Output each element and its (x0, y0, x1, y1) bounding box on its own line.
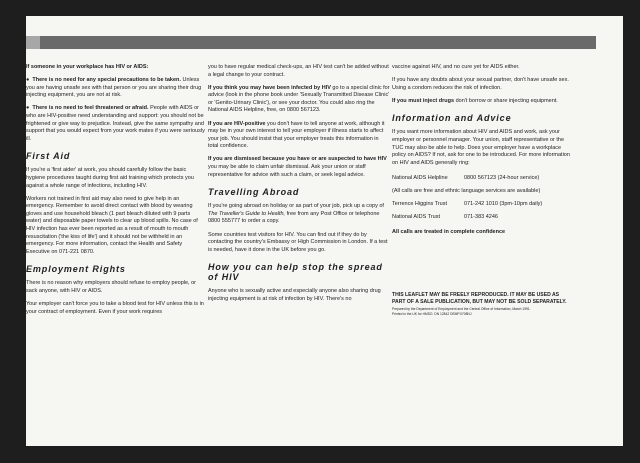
bullet-heading: There is no need to feel threatened or afraid. (32, 105, 149, 112)
para-heading: If you think you may have been infected by HIV (208, 84, 331, 91)
para-text: don't borrow or share injecting equipment. (455, 97, 558, 104)
para-text: go to a special clinic for advice (look in the phone book under 'Sexually Transmitted Disease Clinic' or 'Genito-Urinary Clinic'), or see your doctor. You could also ring the National AIDS Helpline, free, on 0800 567123. (208, 84, 390, 114)
helpline-number: 0800 567123 (24-hour service) (464, 174, 540, 181)
travel-text: free from any Post Office or telephone 0800 555777 to order a copy. (208, 210, 380, 225)
vaccine-text: vaccine against HIV, and no cure yet for AIDS either. (392, 64, 520, 70)
para-heading: If you are HIV-positive (208, 120, 266, 127)
heading-information-advice: Information and Advice (392, 113, 512, 124)
helpline-row (392, 199, 572, 212)
bullet-text: People with AIDS or who are HIV-positive need understanding and support: you should not be frightened or give way to prejudice. Instead, give the same sympathy and support that you would expect from your work mates if you were seriously ill. (26, 105, 205, 142)
reproduction-notice: THIS LEAFLET MAY BE FREELY REPRODUCED. IT MAY BE USED AS PART OF A SALE PUBLICATION, BUT MAY NOT BE SOLD SEPARATELY. (392, 291, 567, 306)
helpline-row (392, 173, 572, 186)
helpline-table (392, 173, 572, 225)
info-para: If you want more information about HIV and AIDS and work, ask your employer or personnel manager. Your union, staff representative or the TUC may also be able to help. Does your employer have a workplace policy on AIDS? If not, ask for one to be introduced. For more information on HIV and AIDS generally ring: (392, 129, 570, 166)
credit-line: Prepared by the Department of Employment and the Central Office of Information, March 1991. (392, 306, 531, 311)
travel-text: If you're going abroad on holiday or as part of your job, pick up a copy of (208, 203, 384, 210)
header-band-accent (26, 36, 40, 49)
travel-para-2: Some countries test visitors for HIV. You can find out if they do by contacting the country's Embassy or High Commission in London. If a test is needed, have it done in the UK before you go. (208, 231, 388, 253)
helpline-row (392, 186, 572, 199)
para-text: you don't have to tell anyone at work, although it may be in your own interest to tell your employer if illness starts to affect your job. You should insist that your employer treats this information in total confidence. (208, 120, 385, 150)
bullet-no-precautions: ● There is no need for any special precautions to be taken. Unless you are having unsafe sex with that person or you are sharing their drug injecting equipment, you are not at risk. (26, 77, 202, 99)
column-middle (208, 64, 390, 309)
first-aid-para-1: If you're a 'first aider' at work, you should carefully follow the basic hygiene procedures taught during first aid training which protects you against a whole range of infections, including HIV. (26, 167, 194, 189)
helpline-name: National AIDS Helpline (392, 174, 448, 181)
bullet-not-threatened: ● There is no need to feel threatened or afraid. People with AIDS or who are HIV-positive need understanding and support: you should not be frightened or give way to prejudice. Instead, give the same sympathy and support that you would expect from your work mates if you were seriously ill. (26, 105, 205, 142)
infected-para (208, 85, 390, 115)
dismissed-para (208, 156, 390, 179)
column-left (26, 64, 206, 322)
stop-spread-para: Anyone who is sexually active and especially anyone also sharing drug injecting equipment is at risk of infection by HIV. There's no (208, 288, 381, 302)
para-heading: If you are dismissed because you have or are suspected to have HIV (208, 156, 387, 163)
helpline-note: (All calls are free and ethnic language services are available) (392, 187, 541, 194)
travellers-guide-title: The Traveller's Guide to Health, (208, 210, 286, 217)
bullet-heading: There is no need for any special precautions to be taken. (32, 77, 181, 84)
para-heading: If you must inject drugs (392, 97, 455, 104)
helpline-number: 071-383 4246 (464, 213, 498, 220)
lead-text: If someone in your workplace has HIV or AIDS: (26, 64, 149, 70)
header-band (26, 36, 596, 49)
travel-para-1 (208, 203, 390, 226)
print-line: Printed in the UK for HMSO. DN 12842 DEMP.0708NJ (392, 311, 472, 316)
inject-drugs-para (392, 98, 572, 106)
heading-stop-spread: How you can help stop the spread of HIV (208, 262, 383, 283)
contract-text: you to have regular medical check-ups, an HIV test can't be added without a legal change to your contract. (208, 64, 389, 78)
employment-para-1: There is no reason why employers should refuse to employ people, or sack anyone, with HIV or AIDS. (26, 280, 196, 294)
helpline-number: 071-242 1010 (3pm-10pm daily) (464, 200, 543, 207)
hiv-positive-para (208, 121, 390, 151)
helpline-name: Terrence Higgins Trust (392, 200, 448, 207)
column-right (392, 64, 572, 317)
heading-employment-rights: Employment Rights (26, 264, 126, 275)
confidence-note: All calls are treated in complete confidence (392, 228, 506, 235)
heading-travelling-abroad: Travelling Abroad (208, 187, 300, 198)
para-text: you may be able to claim unfair dismissal. Ask your union or staff representative for advice with such a claim, or seek legal advice. (208, 164, 366, 178)
helpline-row (392, 212, 572, 225)
heading-first-aid: First Aid (26, 151, 71, 162)
employment-para-2: Your employer can't force you to take a blood test for HIV unless this is in your contract of employment. Even if your work requires (26, 301, 204, 315)
helpline-name: National AIDS Trust (392, 213, 440, 220)
bullet-text: Unless you are having unsafe sex with that person or you are sharing their drug injecting equipment, you are not at risk. (26, 77, 202, 99)
condom-para: If you have any doubts about your sexual partner, don't have unsafe sex. Using a condom reduces the risk of infection. (392, 77, 569, 91)
first-aid-para-2: Workers not trained in first aid may also need to give help in an emergency. Remember to avoid direct contact with blood by wearing gloves and use household bleach (1 part bleach diluted with 9 parts water) and disposable paper towels to clear up blood spills. No case of HIV infection has ever been reported as a result of mouth to mouth resuscitation ('the kiss of life') and it should not be withheld in an emergency. For more information, contact the Health and Safety Executive on 071-221 0870. (26, 195, 198, 255)
